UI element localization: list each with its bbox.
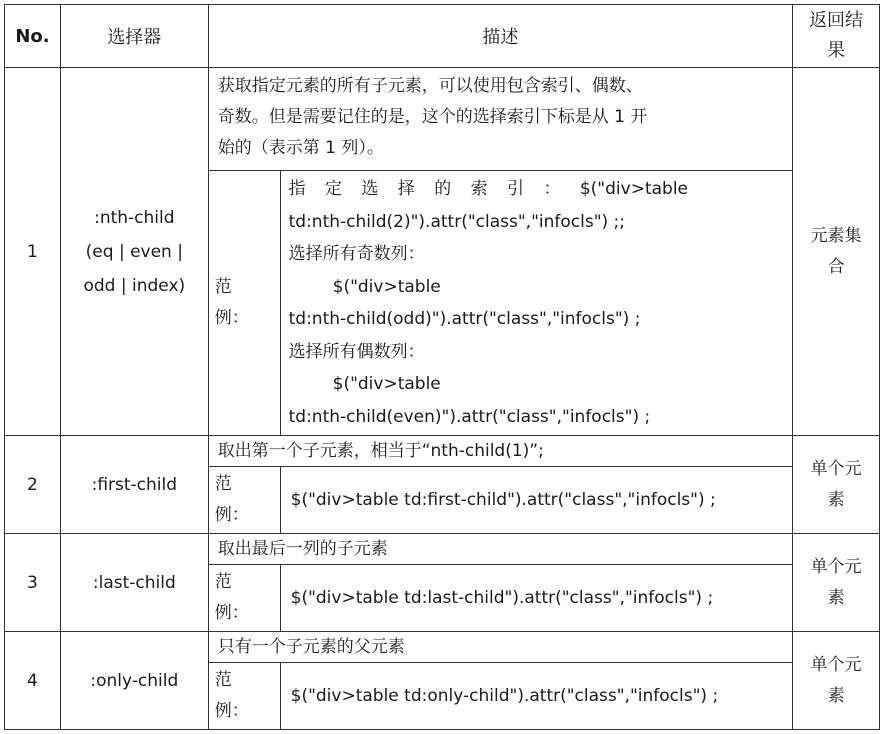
example-line: 指 定 选 择 的 索 引 ： $("div>table [288, 179, 688, 199]
header-row [5, 5, 880, 68]
example-label: 范 例： [208, 565, 280, 632]
row-number: 3 [5, 534, 61, 632]
table-row [5, 534, 880, 565]
table-row [5, 68, 880, 171]
result-cell: 单个元 素 [793, 436, 880, 534]
example-code: $("div>table td:first-child").attr("class","infocls") ; [280, 467, 793, 534]
example-label: 范 例： [208, 171, 280, 436]
selector-cell: :first-child [60, 436, 208, 534]
header-no: No. [5, 5, 61, 68]
selector-cell: :nth-child (eq | even | odd | index) [60, 68, 208, 436]
example-code: $("div>table td:only-child").attr("class","infocls") ; [280, 663, 793, 730]
result-cell: 元素集 合 [793, 68, 880, 436]
example-code: $("div>table td:last-child").attr("class","infocls") ; [280, 565, 793, 632]
result-cell: 单个元 素 [793, 632, 880, 730]
example-label: 范 例： [208, 467, 280, 534]
selector-cell: :last-child [60, 534, 208, 632]
description-cell: 取出最后一列的子元素 [208, 534, 792, 565]
selector-table [4, 4, 880, 730]
description-cell: 取出第一个子元素，相当于“nth-child(1)”; [208, 436, 792, 467]
result-cell: 单个元 素 [793, 534, 880, 632]
table-row [5, 632, 880, 663]
row-number: 1 [5, 68, 61, 436]
example-label: 范 例： [208, 663, 280, 730]
description-cell: 获取指定元素的所有子元素，可以使用包含索引、偶数、 奇数。但是需要记住的是，这个的选择索引下标是从 1 开 始的（表示第 1 列）。 [208, 68, 792, 171]
example-code: 指 定 选 择 的 索 引 ： $("div>table td:nth-child(2)").attr("class","infocls") ;; 选择所有奇数列： $("div>table td:nth-child(odd)").attr("class","infocls") ; 选择所有偶数列： $("div>table td:nth-child(even)").attr("class","infocls") ; [280, 171, 793, 436]
header-description: 描述 [208, 5, 792, 68]
row-number: 4 [5, 632, 61, 730]
header-selector: 选择器 [60, 5, 208, 68]
description-cell: 只有一个子元素的父元素 [208, 632, 792, 663]
header-result: 返回结 果 [793, 5, 880, 68]
selector-cell: :only-child [60, 632, 208, 730]
table-row [5, 436, 880, 467]
row-number: 2 [5, 436, 61, 534]
